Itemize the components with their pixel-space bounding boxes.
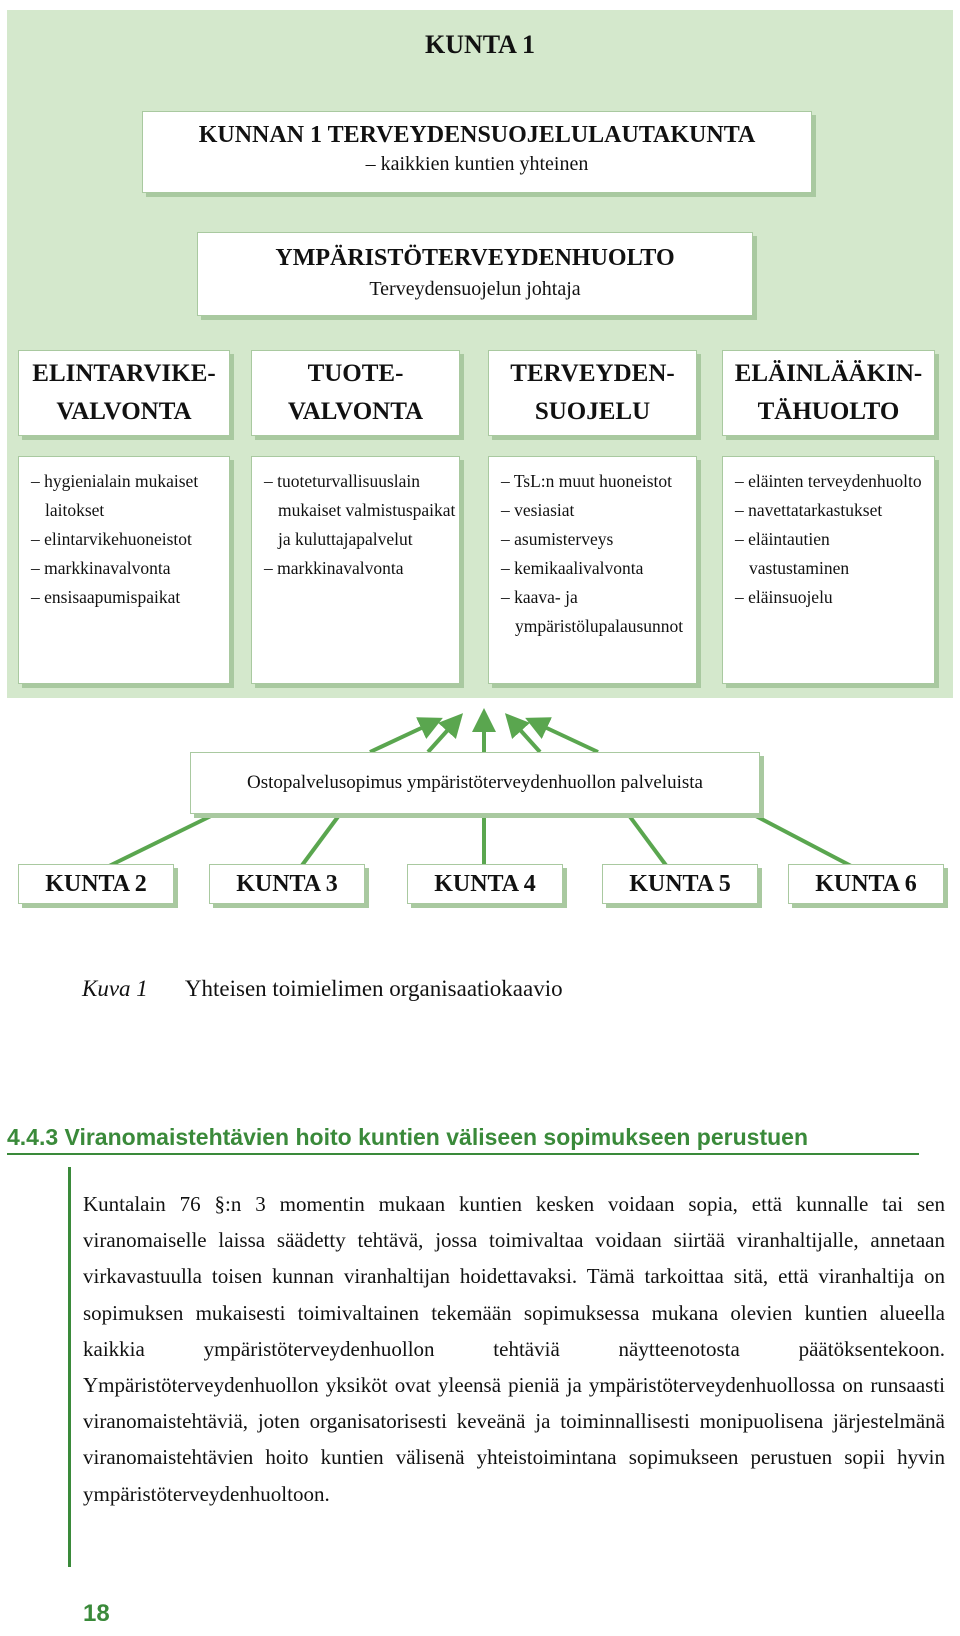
department-subtitle: Terveydensuojelun johtaja [369, 278, 581, 300]
duty-list [252, 457, 459, 583]
column-items-health-protection [488, 456, 697, 684]
duty-item: – eläintautien vastustaminen [735, 525, 934, 583]
column-head-line2: VALVONTA [287, 398, 424, 425]
duty-item: – TsL:n muut huoneistot [501, 467, 696, 496]
department-box [197, 232, 753, 316]
connector-kunta-6 [752, 814, 855, 868]
duty-list [489, 457, 696, 641]
board-box [142, 111, 812, 193]
municipality-box [407, 864, 563, 904]
column-head-line2: TÄHUOLTO [757, 398, 900, 425]
column-items-food-control [18, 456, 230, 684]
column-head-line1: ELINTARVIKE- [32, 360, 216, 387]
board-subtitle: – kaikkien kuntien yhteinen [365, 153, 589, 175]
column-items-veterinary-care [722, 456, 935, 684]
board-name: KUNNAN 1 TERVEYDENSUOJELULAUTAKUNTA [198, 122, 756, 148]
municipality-label: KUNTA 3 [236, 870, 338, 897]
connector-kunta-3 [300, 814, 340, 868]
arrow-up-1 [370, 723, 432, 752]
connector-kunta-5 [628, 814, 668, 868]
arrow-up-4 [513, 722, 540, 752]
duty-item: – markkinavalvonta [264, 554, 459, 583]
column-head-line2: VALVONTA [56, 398, 192, 425]
municipality-box [602, 864, 758, 904]
page-number: 18 [83, 1600, 110, 1627]
duty-item: – hygienialain mukaiset laitokset [31, 467, 229, 525]
arrow-up-5 [536, 723, 598, 752]
column-head-line1: TERVEYDEN- [510, 360, 675, 387]
contract-box [190, 752, 760, 814]
column-head-line2: SUOJELU [534, 398, 651, 425]
contract-label: Ostopalvelusopimus ympäristöterveydenhuollon palveluista [247, 772, 703, 793]
duty-item: – vesiasiat [501, 496, 696, 525]
body-paragraph: Kuntalain 76 §:n 3 momentin mukaan kuntien kesken voidaan sopia, että kunnalle tai sen viranomaiselle laissa säädetty tehtävä, jossa toimivaltaa voidaan siirtää viranhaltijalle, annetaan virkavastuulla toisen kunnan viranhaltijan hoidettavaksi. Tämä tarkoittaa sitä, että viranhaltija on sopimuksen mukaisesti toimivaltainen tekemään sopimuksessa mukana olevien kuntien alueella kaikkia ympäristöterveydenhuollon tehtäviä näytteenotosta päätöksentekoon. Ympäristöterveydenhuollon yksiköt ovat yleensä pieniä ja ympäristöterveydenhuollossa on runsaasti viranomaistehtäviä, joten organisatorisesti keveänä ja toiminnallisesti monipuolisena järjestelmänä viranomaistehtävien hoito kuntien välisenä yhteistoimintana sopimukseen perustuen sopii hyvin ympäristöterveydenhuoltoon. [83, 1192, 945, 1506]
municipality-label: KUNTA 5 [629, 870, 731, 897]
municipality-box [18, 864, 174, 904]
municipality-label: KUNTA 2 [45, 870, 147, 897]
margin-rule [68, 1167, 71, 1567]
duty-item: – asumisterveys [501, 525, 696, 554]
column-head-health-protection [488, 350, 697, 436]
municipality-box [788, 864, 944, 904]
duty-item: – eläinsuojelu [735, 583, 934, 612]
section-heading: 4.4.3 Viranomaistehtävien hoito kuntien väliseen sopimukseen perustuen [7, 1124, 919, 1155]
duty-item: – kaava- ja ympäristölupalausunnot [501, 583, 696, 641]
column-items-product-control [251, 456, 460, 684]
connector-kunta-2 [105, 814, 215, 868]
duty-item: – ensisaapumispaikat [31, 583, 229, 612]
column-head-product-control [251, 350, 460, 436]
municipality-label: KUNTA 4 [434, 870, 536, 897]
duty-list [723, 457, 934, 612]
municipality-label: KUNTA 6 [815, 870, 917, 897]
duty-list [19, 457, 229, 612]
org-chart-title: KUNTA 1 [424, 30, 536, 59]
duty-item: – navettatarkastukset [735, 496, 934, 525]
duty-item: – markkinavalvonta [31, 554, 229, 583]
column-head-line1: ELÄINLÄÄKIN- [734, 360, 923, 387]
figure-caption-text: Yhteisen toimielimen organisaatiokaavio [184, 976, 563, 1001]
duty-item: – eläinten terveydenhuolto [735, 467, 934, 496]
duty-item: – kemikaalivalvonta [501, 554, 696, 583]
department-name: YMPÄRISTÖTERVEYDENHUOLTO [275, 245, 675, 271]
municipality-box [209, 864, 365, 904]
column-head-veterinary-care [722, 350, 935, 436]
duty-item: – tuoteturvallisuuslain mukaiset valmistuspaikat ja kuluttajapalvelut [264, 467, 459, 554]
column-head-food-control [18, 350, 230, 436]
figure-caption-label: Kuva 1 [82, 976, 148, 1001]
duty-item: – elintarvikehuoneistot [31, 525, 229, 554]
column-head-line1: TUOTE- [307, 360, 404, 387]
figure-caption [82, 976, 563, 1002]
arrow-up-2 [428, 722, 455, 752]
